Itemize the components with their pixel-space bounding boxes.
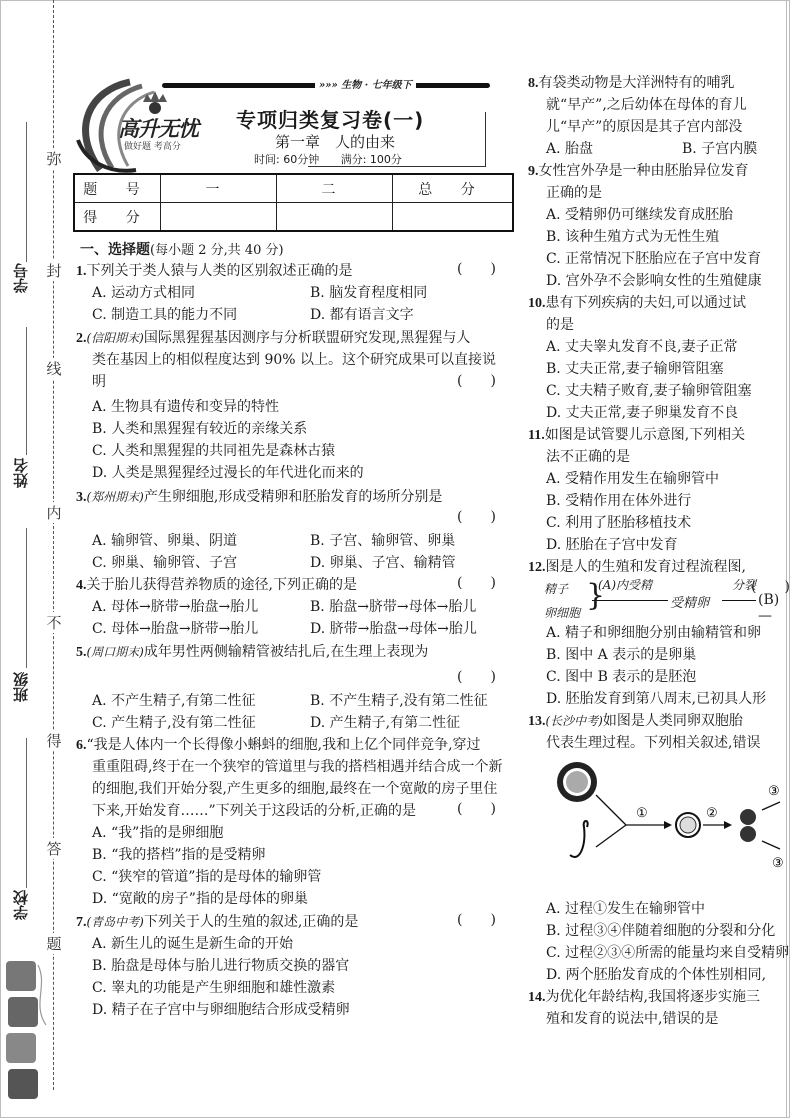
question-line: 图是人的生殖和发育过程流程图, bbox=[545, 559, 746, 575]
answer-option[interactable]: D. 人类是黑猩猩经过漫长的年代进化而来的 bbox=[92, 465, 364, 481]
twin-development-diagram bbox=[540, 745, 790, 875]
time-limit: 时间: 60分钟 bbox=[254, 153, 320, 166]
question-line: 正确的是 bbox=[546, 185, 602, 201]
answer-option[interactable]: A. 胎盘 bbox=[546, 141, 594, 157]
question-line: 下列关于人的生殖的叙述,正确的是 bbox=[143, 914, 359, 930]
binding-strip bbox=[0, 0, 75, 1118]
question-line: 下来,开始发育……”下列关于这段话的分析,正确的是 bbox=[92, 803, 417, 819]
answer-option[interactable]: C. 人类和黑猩猩的共同祖先是森林古猿 bbox=[92, 443, 336, 459]
seal-char: 得 bbox=[46, 732, 62, 750]
flow-input-egg: 卵细胞 bbox=[544, 606, 581, 620]
logo-title: 高升无忧 bbox=[118, 117, 198, 141]
answer-option[interactable]: C. 母体→胎盘→脐带→胎儿 bbox=[92, 621, 259, 637]
question-line: 女性宫外孕是一种由胚胎异位发育 bbox=[538, 163, 749, 179]
answer-option[interactable]: C. 睾丸的功能是产生卵细胞和雄性激素 bbox=[92, 980, 336, 996]
seal-char: 线 bbox=[46, 360, 62, 378]
question-number: 4. bbox=[76, 578, 87, 593]
field-underline bbox=[26, 738, 27, 888]
answer-option[interactable]: C. 丈夫精子败育,妻子输卵管阻塞 bbox=[546, 383, 752, 399]
logo-slogan: 做好题 考高分 bbox=[124, 142, 181, 152]
answer-option[interactable]: B. 脑发育程度相同 bbox=[310, 285, 428, 301]
answer-blank[interactable]: ( ) bbox=[457, 261, 496, 277]
question-line: 儿“早产”的原因是其子宫内部没 bbox=[546, 119, 743, 135]
question-line: 的是 bbox=[546, 317, 574, 333]
step-label: ③ bbox=[768, 784, 780, 799]
score-header-cell: 总 分 bbox=[393, 174, 514, 203]
answer-option[interactable]: C. 过程②③④所需的能量均来自受精卵 bbox=[546, 945, 790, 961]
question-text bbox=[92, 371, 106, 393]
answer-option[interactable]: A. 丈夫睾丸发育不良,妻子正常 bbox=[546, 339, 738, 355]
answer-option[interactable]: B. 胎盘是母体与胎儿进行物质交换的器官 bbox=[92, 958, 350, 974]
question-line: 类在基因上的相似程度达到 90% 以上。这个研究成果可以直接说 bbox=[92, 352, 497, 368]
section-heading bbox=[80, 239, 284, 259]
answer-option[interactable]: D. 丈夫正常,妻子卵巢发育不良 bbox=[546, 405, 739, 421]
question-line: 为优化年龄结构,我国将逐步实施三 bbox=[545, 989, 760, 1005]
score-input-cell[interactable] bbox=[393, 203, 514, 232]
question-text bbox=[92, 756, 502, 778]
answer-blank[interactable]: ( ) bbox=[457, 373, 496, 389]
question-number: 12. bbox=[528, 560, 546, 575]
question-number: 11. bbox=[528, 428, 545, 443]
answer-blank[interactable]: ( ) bbox=[457, 912, 496, 928]
answer-option[interactable]: D. 宫外孕不会影响女性的生殖健康 bbox=[546, 273, 762, 289]
question-text bbox=[528, 160, 749, 183]
score-header-cell: 二 bbox=[277, 174, 393, 203]
flow-input-sperm: 精子 bbox=[544, 582, 569, 596]
score-header-cell: 题 号 bbox=[74, 174, 161, 203]
question-text bbox=[528, 424, 745, 447]
answer-option[interactable]: B. 不产生精子,没有第二性征 bbox=[310, 693, 488, 709]
school-label: 学校 bbox=[12, 890, 30, 920]
answer-option[interactable]: A. 母体→脐带→胎盘→胎儿 bbox=[92, 599, 259, 615]
score-input-cell[interactable] bbox=[161, 203, 277, 232]
answer-option[interactable]: D. 胚胎在子宫中发育 bbox=[546, 537, 678, 553]
egg-cell-icon bbox=[557, 762, 597, 802]
section-note: (每小题 2 分,共 40 分) bbox=[150, 243, 284, 258]
question-text bbox=[92, 778, 497, 800]
answer-option[interactable]: C. 图中 B 表示的是胚泡 bbox=[546, 669, 697, 685]
answer-option[interactable]: A. 运动方式相同 bbox=[92, 285, 196, 301]
question-line: 的细胞,我们开始分裂,产生更多的细胞,最终在一个宽敞的房子里住 bbox=[92, 781, 498, 797]
answer-option[interactable]: B. 丈夫正常,妻子输卵管阻塞 bbox=[546, 361, 724, 377]
answer-blank[interactable]: ( ) bbox=[457, 575, 496, 591]
question-line: “我是人体内一个长得像小蝌蚪的细胞,我和上亿个同伴竞争,穿过 bbox=[86, 737, 481, 753]
zygote-icon bbox=[676, 813, 700, 837]
question-text bbox=[546, 314, 574, 336]
answer-option[interactable]: B. “我的搭档”指的是受精卵 bbox=[92, 847, 266, 863]
question-text bbox=[546, 182, 602, 204]
exam-meta bbox=[254, 151, 420, 167]
question-text bbox=[528, 292, 746, 315]
question-text bbox=[76, 641, 428, 664]
question-source: (周口期末) bbox=[86, 645, 144, 659]
answer-option[interactable]: D. 胚胎发育到第八周末,已初具人形 bbox=[546, 691, 767, 707]
section-title: 一、选择题 bbox=[80, 242, 150, 258]
question-number: 9. bbox=[528, 164, 539, 179]
answer-option[interactable]: B. 子宫内膜 bbox=[682, 141, 758, 157]
class-label: 班级 bbox=[12, 672, 30, 702]
question-text bbox=[528, 986, 760, 1009]
answer-option[interactable]: D. 两个胚胎发育成的个体性别相同, bbox=[546, 967, 767, 983]
answer-option[interactable]: B. 胎盘→脐带→母体→胎儿 bbox=[310, 599, 477, 615]
question-text bbox=[76, 911, 358, 934]
question-line: 产生卵细胞,形成受精卵和胚胎发育的场所分别是 bbox=[143, 489, 443, 505]
question-text bbox=[92, 800, 416, 822]
question-number: 5. bbox=[76, 645, 87, 660]
question-line: 重重阻碍,终于在一个狭窄的管道里与我的搭档相遇并结合成一个新 bbox=[92, 759, 503, 775]
seal-char: 答 bbox=[46, 840, 62, 858]
question-number: 8. bbox=[528, 76, 539, 91]
answer-option[interactable]: A. 新生儿的诞生是新生命的开始 bbox=[92, 936, 294, 952]
score-label-cell: 得 分 bbox=[74, 203, 161, 232]
seal-char: 不 bbox=[46, 614, 62, 632]
flow-arrow bbox=[722, 600, 756, 601]
answer-option[interactable]: B. 受精作用在体外进行 bbox=[546, 493, 692, 509]
name-label: 姓名 bbox=[12, 458, 30, 488]
answer-option[interactable]: C. 制造工具的能力不同 bbox=[92, 307, 238, 323]
answer-option[interactable]: A. 受精卵仍可继续发育成胚胎 bbox=[546, 207, 734, 223]
answer-option[interactable]: A. 不产生精子,有第二性征 bbox=[92, 693, 256, 709]
question-line: 代表生理过程。下列相关叙述,错误 bbox=[546, 735, 761, 751]
sperm-icon bbox=[570, 821, 588, 857]
question-line: 就“早产”,之后幼体在母体的育儿 bbox=[546, 97, 747, 113]
question-line: 法不正确的是 bbox=[546, 449, 630, 465]
seal-char: 题 bbox=[46, 935, 62, 953]
header-rule bbox=[308, 166, 486, 167]
question-number: 1. bbox=[76, 264, 87, 279]
flow-step-split: 分裂 bbox=[732, 578, 757, 592]
answer-option[interactable]: C. “狭窄的管道”指的是母体的输卵管 bbox=[92, 869, 322, 885]
flow-zygote: 受精卵 bbox=[670, 596, 710, 611]
question-text bbox=[76, 486, 442, 509]
question-number: 2. bbox=[76, 331, 87, 346]
question-line: 下列关于类人猿与人类的区别叙述正确的是 bbox=[86, 263, 353, 279]
answer-option[interactable]: D. 卵巢、子宫、输精管 bbox=[310, 555, 456, 571]
answer-option[interactable]: B. 图中 A 表示的是卵巢 bbox=[546, 647, 697, 663]
question-line: 殖和发育的说法中,错误的是 bbox=[546, 1011, 719, 1027]
question-text bbox=[546, 446, 630, 468]
question-number: 14. bbox=[528, 990, 546, 1005]
answer-option[interactable]: B. 过程③④伴随着细胞的分裂和分化 bbox=[546, 923, 776, 939]
field-underline bbox=[26, 528, 27, 668]
question-line: 关于胎儿获得营养物质的途径,下列正确的是 bbox=[86, 577, 357, 593]
question-line: 有袋类动物是大洋洲特有的哺乳 bbox=[538, 75, 735, 91]
answer-option[interactable]: A. 过程①发生在输卵管中 bbox=[546, 901, 706, 917]
embryo-pair-icon bbox=[740, 809, 756, 842]
seal-char: 弥 bbox=[46, 150, 62, 168]
question-number: 10. bbox=[528, 296, 546, 311]
question-number: 3. bbox=[76, 490, 87, 505]
answer-blank[interactable]: ( ) bbox=[457, 669, 496, 685]
answer-option[interactable]: C. 正常情况下胚胎应在子宫中发育 bbox=[546, 251, 762, 267]
answer-blank[interactable]: ( ) bbox=[457, 801, 496, 817]
right-column bbox=[528, 66, 790, 1066]
question-line: 如图是试管婴儿示意图,下列相关 bbox=[544, 427, 746, 443]
question-line: 国际黑猩猩基因测序与分析联盟研究发现,黑猩猩与人 bbox=[143, 330, 471, 346]
answer-option[interactable]: A. 生物具有遗传和变异的特性 bbox=[92, 399, 280, 415]
question-number: 13. bbox=[528, 714, 546, 729]
answer-option[interactable]: D. 精子在子宫中与卵细胞结合形成受精卵 bbox=[92, 1002, 350, 1018]
question-line: 成年男性两侧输精管被结扎后,在生理上表现为 bbox=[143, 644, 429, 660]
flow-step-a: (A)内受精 bbox=[598, 578, 653, 592]
answer-option[interactable]: C. 卵巢、输卵管、子宫 bbox=[92, 555, 238, 571]
question-line: 如图是人类同卵双胞胎 bbox=[602, 713, 743, 729]
question-text bbox=[528, 72, 735, 95]
flow-output-b: (B)— bbox=[758, 592, 780, 624]
score-table bbox=[73, 173, 514, 232]
answer-option[interactable]: C. 利用了胚胎移植技术 bbox=[546, 515, 692, 531]
question-text bbox=[546, 116, 742, 138]
question-number: 7. bbox=[76, 915, 87, 930]
question-number: 6. bbox=[76, 738, 87, 753]
answer-option[interactable]: B. 该种生殖方式为无性生殖 bbox=[546, 229, 720, 245]
answer-option[interactable]: A. 精子和卵细胞分别由输精管和卵 bbox=[546, 625, 762, 641]
score-input-cell[interactable] bbox=[277, 203, 393, 232]
flow-brace: } bbox=[586, 578, 606, 613]
step-label: ③ bbox=[772, 856, 784, 871]
field-underline bbox=[26, 122, 27, 262]
answer-option[interactable]: D. 脐带→胎盘→母体→胎儿 bbox=[310, 621, 477, 637]
student-id-label: 学号 bbox=[12, 263, 30, 293]
step-label: ① bbox=[636, 806, 648, 821]
question-text bbox=[76, 327, 470, 350]
question-source: (长沙中考) bbox=[545, 714, 603, 728]
answer-option[interactable]: D. “宽敞的房子”指的是母体的卵巢 bbox=[92, 891, 308, 907]
question-text bbox=[76, 260, 353, 283]
seal-char: 封 bbox=[46, 262, 62, 280]
question-text bbox=[546, 94, 747, 116]
question-text bbox=[92, 349, 496, 371]
question-text bbox=[546, 1008, 718, 1030]
chapter-title: 第一章 人的由来 bbox=[275, 133, 396, 151]
answer-blank[interactable]: ( ) bbox=[457, 509, 496, 525]
header-rule bbox=[485, 112, 486, 167]
answer-option[interactable]: A. “我”指的是卵细胞 bbox=[92, 825, 224, 841]
question-line: 患有下列疾病的夫妇,可以通过试 bbox=[545, 295, 746, 311]
answer-option[interactable]: D. 产生精子,有第二性征 bbox=[310, 715, 461, 731]
question-source: (郑州期末) bbox=[86, 490, 144, 504]
subject-tag: »»» 生物 · 七年级下 bbox=[315, 76, 416, 91]
answer-option[interactable]: C. 产生精子,没有第二性征 bbox=[92, 715, 256, 731]
answer-option[interactable]: A. 受精作用发生在输卵管中 bbox=[546, 471, 720, 487]
question-source: (信阳期末) bbox=[86, 331, 144, 345]
question-text bbox=[528, 710, 743, 733]
full-score: 满分: 100分 bbox=[340, 153, 402, 166]
field-underline bbox=[26, 327, 27, 455]
question-source: (青岛中考) bbox=[86, 915, 144, 929]
answer-blank[interactable]: ( ) bbox=[751, 579, 790, 595]
score-header-cell: 一 bbox=[161, 174, 277, 203]
page-title: 专项归类复习卷(一) bbox=[236, 108, 425, 132]
question-text bbox=[76, 574, 357, 597]
answer-option[interactable]: B. 子宫、输卵管、卵巢 bbox=[310, 533, 456, 549]
answer-option[interactable]: D. 都有语言文字 bbox=[310, 307, 414, 323]
brand-logo-icon bbox=[2, 955, 44, 1105]
answer-option[interactable]: A. 输卵管、卵巢、阴道 bbox=[92, 533, 238, 549]
seal-char: 内 bbox=[46, 504, 62, 522]
step-label: ② bbox=[706, 806, 718, 821]
question-text bbox=[76, 734, 481, 757]
answer-option[interactable]: B. 人类和黑猩猩有较近的亲缘关系 bbox=[92, 421, 308, 437]
question-line: 明 bbox=[92, 374, 106, 390]
